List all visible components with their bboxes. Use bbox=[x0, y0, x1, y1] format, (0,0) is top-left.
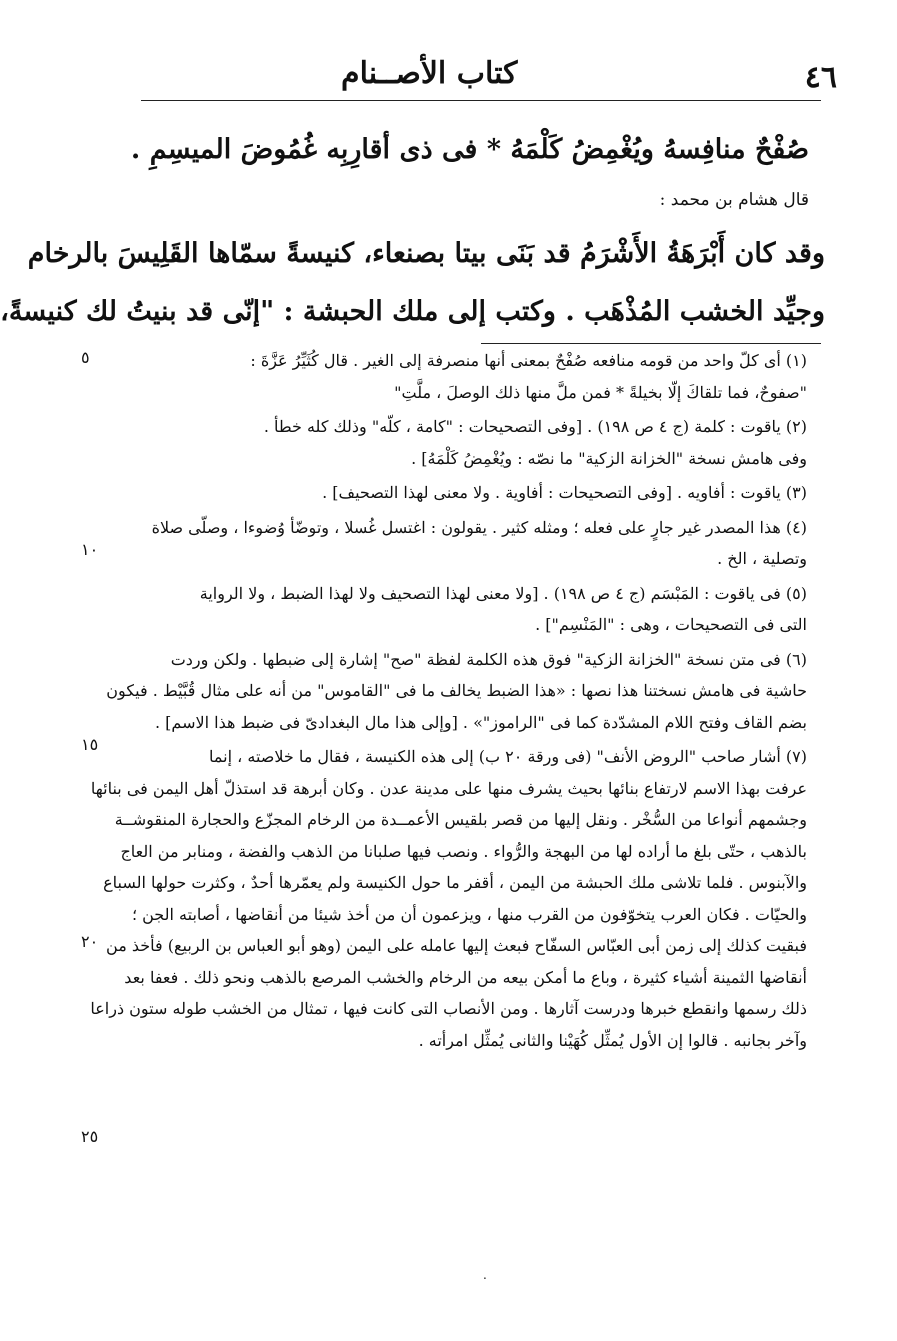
page-number: ٤٦ bbox=[804, 60, 837, 95]
running-title: كتاب الأصــنام bbox=[341, 56, 518, 91]
verse-line: صُفْحٌ منافِسهُ ويُغْمِضُ كَلْمَهُ * فى ذى أقارِبِه غُمُوضَ الميسِمِ . bbox=[130, 134, 809, 165]
footnote-line: بالذهب ، حتّى بلغ ما أراده لها من البهجة والرُّواء . ونصب فيها صلبانا من الذهب والفضة ، ومنابر من العاج bbox=[120, 841, 807, 861]
footnote-line: ذلك رسمها وانقطع خبرها ودرست آثارها . ومن الأنصاب التى كانت فيها ، تمثال من الخشب طوله ستون ذراعا bbox=[90, 999, 807, 1018]
footnote-line: وجشمهم أنواعا من السُّخْر . ونقل إليها من قصر بلقيس الأعمــدة من الرخام المجزّع والحجارة المنقوشــة bbox=[114, 810, 807, 829]
footnote-line: (٧) أشار صاحب "الروض الأنف" (فى ورقة ٢٠ ب) إلى هذه الكنيسة ، فقال ما خلاصته ، إنما bbox=[209, 747, 807, 766]
speaker-attribution: قال هشام بن محمد : bbox=[659, 190, 809, 210]
body-paragraph bbox=[0, 225, 825, 341]
line-number: ١٠ bbox=[81, 540, 99, 559]
footnote-line: حاشية فى هامش نسختنا هذا نصها : «هذا الضبط يخالف ما فى "القاموس" من أنه على مثال قُبَّيْط . فيكون bbox=[106, 681, 807, 700]
line-number: ٢٠ bbox=[81, 932, 99, 951]
footnote-line: (٣) ياقوت : أفاويه . [وفى التصحيحات : أفاوية . ولا معنى لهذا التصحيف] . bbox=[322, 483, 807, 502]
line-number: ١٥ bbox=[81, 735, 99, 754]
footnote-line: وفى هامش نسخة "الخزانة الزكية" ما نصّه : ويُغْمِضُ كَلْمَهُ] . bbox=[411, 448, 807, 468]
footnote-line: وتصلية ، الخ . bbox=[717, 549, 807, 568]
footnote-line: والآبنوس . فلما تلاشى ملك الحبشة من اليمن ، أقفر ما حول الكنيسة ولم يعمّرها أحدٌ ، وكثرت حولها السباع bbox=[103, 873, 807, 892]
footnote-line: والحيّات . فكان العرب يتخوّفون من القرب منها ، ويزعمون أن من أخذ شيئا من أنقاضها ، أصابته الجن ؛ bbox=[131, 904, 807, 924]
footnote-line: فبقيت كذلك إلى زمن أبى العبّاس السفّاح فبعث إليها عامله على اليمن (وهو أبو العباس بن الربيع) فأخذ من bbox=[106, 936, 807, 955]
header-rule bbox=[141, 100, 821, 101]
body-line: وقد كان أَبْرَهَةُ الأَشْرَمُ قد بَنَى بيتا بصنعاء، كنيسةً سمّاها القَلِيسَ بالرخام bbox=[27, 238, 825, 269]
body-line: وجيِّد الخشب المُذْهَب . وكتب إلى ملك الحبشة : "إنّى قد بنيتُ لك كنيسةً، bbox=[0, 296, 825, 327]
footnote-line: (٦) فى متن نسخة "الخزانة الزكية" فوق هذه الكلمة لفظة "صح" إشارة إلى ضبطها . ولكن وردت bbox=[170, 649, 807, 669]
bottom-mark: . bbox=[483, 1268, 487, 1282]
footnote-line: "صفوحٌ، فما تلقاكَ إلّا بخيلةً * فمن ملَّ منها ذلك الوصلَ ، ملَّتِ" bbox=[394, 382, 807, 402]
footnote-line: (٢) ياقوت : كلمة (ج ٤ ص ١٩٨) . [وفى التصحيحات : "كامة ، كلّه" وذلك كله خطأ . bbox=[263, 417, 807, 436]
footnote-line: (١) أى كلّ واحد من قومه منافعه صُفْحٌ بمعنى أنها منصرفة إلى الغير . قال كُثَيِّرُ عَزَّةَ : bbox=[250, 351, 807, 370]
footnote-line: أنقاضها الثمينة أشياء كثيرة ، وباع ما أمكن بيعه من الرخام والخشب المرصع بالذهب ونحو ذلك . فعفا بعد bbox=[124, 967, 807, 987]
line-number: ٥ bbox=[81, 348, 90, 367]
line-number: ٢٥ bbox=[81, 1127, 99, 1146]
footnote-line: التى فى التصحيحات ، وهى : "المَنْسِم"] . bbox=[535, 615, 807, 634]
footnote-line: (٥) فى ياقوت : المَبْسَم (ج ٤ ص ١٩٨) . [ولا معنى لهذا التصحيف ولا لهذا الضبط ، ولا الرواية bbox=[199, 583, 807, 603]
footnote-line: وآخر بجانبه . قالوا إن الأول يُمثِّل كُهَيْنا والثانى يُمثِّل امرأته . bbox=[418, 1030, 807, 1050]
footnote-line: عرفت بهذا الاسم لارتفاع بنائها بحيث يشرف منها على مدينة عدن . وكان أبرهة قد استذلّ أهل اليمن فى بنائها bbox=[90, 778, 807, 798]
footnote-rule bbox=[481, 343, 821, 344]
footnote-line: (٤) هذا المصدر غير جارٍ على فعله ؛ ومثله كثير . يقولون : اغتسل غُسلا ، وتوضّأ وُضوءا ، وصلّى صلاة bbox=[151, 517, 807, 537]
footnote-line: بضم القاف وفتح اللام المشدّدة كما فى "الراموز"» . [وإلى هذا مال البغدادىّ فى ضبط هذا الاسم] . bbox=[155, 712, 807, 732]
